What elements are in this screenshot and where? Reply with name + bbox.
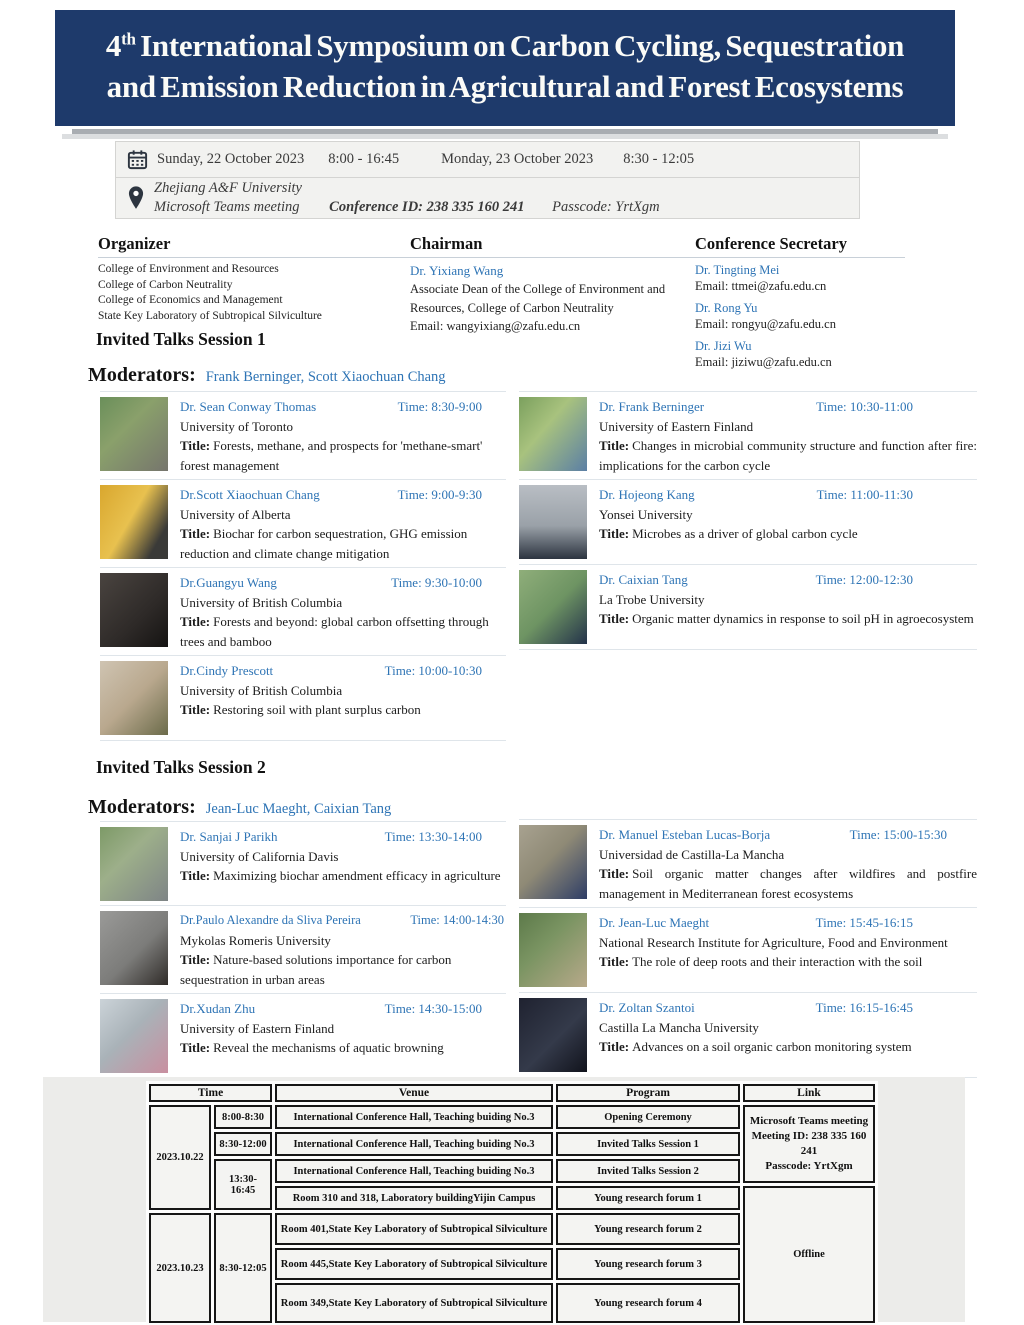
program-cell: Invited Talks Session 1 bbox=[556, 1132, 740, 1156]
speaker-affiliation: University of California Davis bbox=[180, 848, 339, 864]
title-text: The role of deep roots and their interaction with the soil bbox=[632, 954, 923, 969]
program-cell: Invited Talks Session 2 bbox=[556, 1159, 740, 1183]
talk-title bbox=[599, 952, 977, 972]
talk-title bbox=[599, 436, 977, 475]
speaker-photo bbox=[100, 999, 168, 1073]
speaker-name: Dr.Guangyu Wang bbox=[180, 575, 277, 590]
speaker-affiliation: Universidad de Castilla-La Mancha bbox=[599, 846, 785, 862]
speaker-affiliation: National Research Institute for Agriculture, Food and Environment bbox=[599, 934, 948, 950]
speaker-photo bbox=[519, 998, 587, 1072]
talk-title bbox=[180, 612, 506, 651]
location-pin-icon bbox=[126, 185, 146, 211]
title-text: Advances on a soil organic carbon monitoring system bbox=[632, 1039, 912, 1054]
speaker-name: Dr.Scott Xiaochuan Chang bbox=[180, 487, 320, 502]
speaker-photo bbox=[519, 913, 587, 987]
title-label: Title: bbox=[599, 611, 630, 626]
title-label: Title: bbox=[599, 866, 630, 881]
moderators-label: Moderators: bbox=[88, 364, 196, 386]
speaker-photo bbox=[100, 485, 168, 559]
secretary-person bbox=[695, 300, 913, 332]
moderators-label: Moderators: bbox=[88, 796, 196, 818]
speaker-affiliation: University of Alberta bbox=[180, 506, 291, 522]
table-header-row bbox=[149, 1084, 875, 1102]
speaker-photo bbox=[519, 825, 587, 899]
speaker-affiliation: University of Eastern Finland bbox=[599, 418, 754, 434]
speaker-card bbox=[100, 656, 506, 741]
speaker-name: Dr. Frank Berninger bbox=[599, 399, 705, 414]
secretary-heading: Conference Secretary bbox=[695, 234, 847, 253]
program-cell: Young research forum 2 bbox=[556, 1213, 740, 1245]
title-text-1: International Symposium on Carbon Cycling, Sequestration bbox=[140, 28, 905, 63]
title-line-1 bbox=[55, 10, 955, 66]
speaker-affiliation: Castilla La Mancha University bbox=[599, 1019, 759, 1035]
talk-time: Time: 14:00-14:30 bbox=[410, 913, 504, 927]
organizer-heading: Organizer bbox=[98, 234, 171, 253]
title-text: Soil organic matter changes after wildfires and postfire management in Mediterranean forest ecosystems bbox=[599, 866, 977, 901]
session1-left-column bbox=[100, 391, 506, 741]
talk-time: Time: 9:00-9:30 bbox=[397, 487, 482, 502]
speaker-affiliation: University of Eastern Finland bbox=[180, 1020, 335, 1036]
platform-name: Microsoft Teams meeting bbox=[154, 199, 300, 215]
program-cell: Young research forum 1 bbox=[556, 1186, 740, 1210]
program-cell: Young research forum 3 bbox=[556, 1248, 740, 1280]
speaker-affiliation: University of Toronto bbox=[180, 418, 293, 434]
session2-moderators bbox=[88, 796, 391, 819]
title-text: Reveal the mechanisms of aquatic browning bbox=[213, 1040, 444, 1055]
session1-right-column bbox=[519, 391, 977, 650]
speaker-affiliation: Yonsei University bbox=[599, 506, 693, 522]
day1-date: Sunday, 22 October 2023 bbox=[157, 151, 305, 167]
talk-title bbox=[180, 1038, 506, 1058]
header-program: Program bbox=[556, 1084, 740, 1102]
talk-time: Time: 10:00-10:30 bbox=[384, 663, 482, 678]
edition-number: 4 bbox=[105, 28, 122, 63]
speaker-photo bbox=[100, 661, 168, 735]
day2-time: 8:30 - 12:05 bbox=[623, 151, 695, 167]
calendar-icon bbox=[126, 148, 149, 171]
speaker-card bbox=[519, 480, 977, 565]
program-cell: Young research forum 4 bbox=[556, 1283, 740, 1323]
title-label: Title: bbox=[180, 1040, 211, 1055]
schedule-bar bbox=[115, 141, 860, 178]
talk-title bbox=[180, 436, 506, 475]
talk-title bbox=[599, 609, 977, 629]
speaker-name: Dr. Zoltan Szantoi bbox=[599, 1000, 695, 1015]
program-cell: Opening Ceremony bbox=[556, 1105, 740, 1129]
secretary-email: Email: jiziwu@zafu.edu.cn bbox=[695, 355, 832, 369]
speaker-card bbox=[519, 993, 977, 1078]
title-label: Title: bbox=[599, 526, 630, 541]
talk-title bbox=[599, 524, 977, 544]
session1-moderators bbox=[88, 364, 446, 387]
speaker-photo bbox=[519, 570, 587, 644]
speaker-photo bbox=[519, 397, 587, 471]
organizer-item: College of Carbon Neutrality bbox=[98, 278, 233, 291]
speaker-affiliation: University of British Columbia bbox=[180, 682, 343, 698]
speaker-name: Dr. Hojeong Kang bbox=[599, 487, 695, 502]
speaker-name: Dr. Sean Conway Thomas bbox=[180, 399, 317, 414]
chairman-heading: Chairman bbox=[410, 234, 483, 253]
link-cell-offline: Offline bbox=[743, 1186, 875, 1323]
program-schedule-table bbox=[146, 1081, 878, 1325]
chairman-email: Email: wangyixiang@zafu.edu.cn bbox=[410, 319, 581, 333]
secretary-person bbox=[695, 262, 913, 294]
speaker-card bbox=[100, 568, 506, 656]
title-text: Forests and beyond: global carbon offsetting through trees and bamboo bbox=[180, 614, 489, 649]
talk-title bbox=[599, 1037, 977, 1057]
secretary-name: Dr. Tingting Mei bbox=[695, 263, 780, 277]
title-label: Title: bbox=[180, 952, 211, 967]
divider-line bbox=[98, 257, 905, 258]
venue-cell: Room 445,State Key Laboratory of Subtropical Silviculture bbox=[275, 1248, 553, 1280]
secretary-column bbox=[695, 234, 913, 376]
title-label: Title: bbox=[180, 868, 211, 883]
talk-time: Time: 9:30-10:00 bbox=[391, 575, 482, 590]
title-text: Maximizing biochar amendment efficacy in agriculture bbox=[213, 868, 501, 883]
header-link: Link bbox=[743, 1084, 875, 1102]
organizer-item: College of Economics and Management bbox=[98, 294, 283, 306]
secretary-email: Email: ttmei@zafu.edu.cn bbox=[695, 279, 827, 293]
title-label: Title: bbox=[180, 614, 211, 629]
talk-title bbox=[180, 950, 506, 989]
venue-cell: International Conference Hall, Teaching buiding No.3 bbox=[275, 1132, 553, 1156]
speaker-card bbox=[100, 480, 506, 568]
talk-title bbox=[599, 864, 977, 903]
speaker-photo bbox=[100, 573, 168, 647]
date-cell: 2023.10.22 bbox=[149, 1105, 211, 1210]
talk-time: Time: 16:15-16:45 bbox=[815, 1000, 913, 1015]
title-text: Nature-based solutions importance for carbon sequestration in urban areas bbox=[180, 952, 452, 987]
speaker-affiliation: La Trobe University bbox=[599, 591, 705, 607]
speaker-card bbox=[100, 391, 506, 480]
speaker-card bbox=[100, 821, 506, 906]
teams-passcode: Passcode: YrtXgm bbox=[765, 1160, 853, 1172]
university-name: Zhejiang A&F University bbox=[154, 180, 302, 196]
speaker-card bbox=[519, 391, 977, 480]
time-cell: 8:30-12:05 bbox=[214, 1213, 272, 1323]
date-cell: 2023.10.23 bbox=[149, 1213, 211, 1323]
title-line-2: and Emission Reduction in Agricultural and Forest Ecosystems bbox=[106, 69, 904, 104]
title-label: Title: bbox=[599, 438, 630, 453]
venue-cell: Room 310 and 318, Laboratory buildingYijin Campus bbox=[275, 1186, 553, 1210]
time-cell: 8:30-12:00 bbox=[214, 1132, 272, 1156]
speaker-name: Dr.Paulo Alexandre da Sliva Pereira bbox=[180, 913, 361, 927]
speaker-name: Dr. Jean-Luc Maeght bbox=[599, 915, 710, 930]
speaker-name: Dr. Manuel Esteban Lucas-Borja bbox=[599, 827, 771, 842]
time-cell: 8:00-8:30 bbox=[214, 1105, 272, 1129]
venue-cell: International Conference Hall, Teaching buiding No.3 bbox=[275, 1159, 553, 1183]
venue-cell: Room 349,State Key Laboratory of Subtropical Silviculture bbox=[275, 1283, 553, 1323]
moderator-names: Jean-Luc Maeght, Caixian Tang bbox=[205, 801, 392, 817]
venue-cell: Room 401,State Key Laboratory of Subtropical Silviculture bbox=[275, 1213, 553, 1245]
speaker-affiliation: University of British Columbia bbox=[180, 594, 343, 610]
speaker-name: Dr. Sanjai J Parikh bbox=[180, 829, 278, 844]
speaker-affiliation: Mykolas Romeris University bbox=[180, 932, 331, 948]
speaker-card bbox=[100, 994, 506, 1079]
venue-cell: International Conference Hall, Teaching buiding No.3 bbox=[275, 1105, 553, 1129]
organizer-column bbox=[98, 234, 398, 324]
organizer-item: State Key Laboratory of Subtropical Silviculture bbox=[98, 309, 322, 322]
link-cell-teams bbox=[743, 1105, 875, 1183]
session2-heading: Invited Talks Session 2 bbox=[96, 757, 266, 777]
talk-time: Time: 15:45-16:15 bbox=[815, 915, 913, 930]
conference-id: Conference ID: 238 335 160 241 bbox=[329, 199, 525, 215]
title-text: Microbes as a driver of global carbon cycle bbox=[632, 526, 858, 541]
speaker-name: Dr.Xudan Zhu bbox=[180, 1001, 256, 1016]
day2-date: Monday, 23 October 2023 bbox=[441, 151, 594, 167]
speaker-card bbox=[519, 565, 977, 650]
page-shadow bbox=[62, 134, 948, 139]
speaker-card bbox=[519, 819, 977, 908]
title-label: Title: bbox=[599, 954, 630, 969]
table-row bbox=[149, 1105, 875, 1129]
talk-time: Time: 12:00-12:30 bbox=[815, 572, 913, 587]
secretary-name: Dr. Jizi Wu bbox=[695, 339, 752, 353]
session2-left-column bbox=[100, 821, 506, 1079]
title-text: Organic matter dynamics in response to soil pH in agroecosystem bbox=[632, 611, 974, 626]
passcode: Passcode: YrtXgm bbox=[552, 199, 660, 215]
secretary-name: Dr. Rong Yu bbox=[695, 301, 758, 315]
speaker-card bbox=[100, 906, 506, 994]
chairman-name: Dr. Yixiang Wang bbox=[410, 263, 504, 278]
speaker-card bbox=[519, 908, 977, 993]
day1-time: 8:00 - 16:45 bbox=[328, 151, 400, 167]
title-text: Biochar for carbon sequestration, GHG emission reduction and climate change mitigation bbox=[180, 526, 468, 561]
speaker-name: Dr.Cindy Prescott bbox=[180, 663, 274, 678]
title-label: Title: bbox=[599, 1039, 630, 1054]
speaker-photo bbox=[100, 911, 168, 985]
talk-time: Time: 11:00-11:30 bbox=[816, 487, 913, 502]
speaker-name: Dr. Caixian Tang bbox=[599, 572, 688, 587]
header-venue: Venue bbox=[275, 1084, 553, 1102]
title-label: Title: bbox=[180, 702, 211, 717]
title-text: Restoring soil with plant surplus carbon bbox=[213, 702, 421, 717]
talk-time: Time: 13:30-14:00 bbox=[384, 829, 482, 844]
secretary-email: Email: rongyu@zafu.edu.cn bbox=[695, 317, 836, 331]
organizer-item: College of Environment and Resources bbox=[98, 263, 279, 275]
talk-time: Time: 15:00-15:30 bbox=[849, 827, 947, 842]
secretary-person bbox=[695, 338, 913, 370]
talk-time: Time: 14:30-15:00 bbox=[384, 1001, 482, 1016]
talk-time: Time: 8:30-9:00 bbox=[397, 399, 482, 414]
talk-title bbox=[180, 700, 506, 720]
speaker-photo bbox=[519, 485, 587, 559]
talk-title bbox=[180, 524, 506, 563]
teams-line: Microsoft Teams meeting bbox=[749, 1115, 869, 1127]
speaker-photo bbox=[100, 827, 168, 901]
chairman-role: Associate Dean of the College of Environment and Resources, College of Carbon Neutrality bbox=[410, 282, 666, 315]
session1-heading: Invited Talks Session 1 bbox=[96, 329, 266, 349]
venue-bar bbox=[115, 177, 860, 219]
chairman-column bbox=[410, 234, 678, 336]
title-banner bbox=[55, 10, 955, 126]
moderator-names: Frank Berninger, Scott Xiaochuan Chang bbox=[205, 369, 446, 385]
title-text: Changes in microbial community structure and function after fire: implications for the carbon cycle bbox=[599, 438, 977, 473]
time-cell: 13:30-16:45 bbox=[214, 1159, 272, 1210]
speaker-photo bbox=[100, 397, 168, 471]
edition-ordinal: th bbox=[121, 29, 136, 49]
talk-time: Time: 10:30-11:00 bbox=[816, 399, 913, 414]
title-text: Forests, methane, and prospects for 'methane-smart' forest management bbox=[180, 438, 483, 473]
title-label: Title: bbox=[180, 438, 211, 453]
title-label: Title: bbox=[180, 526, 211, 541]
session2-right-column bbox=[519, 819, 977, 1078]
header-time: Time bbox=[149, 1084, 272, 1102]
talk-title bbox=[180, 866, 506, 886]
teams-meeting-id: Meeting ID: 238 335 160 241 bbox=[751, 1130, 867, 1157]
